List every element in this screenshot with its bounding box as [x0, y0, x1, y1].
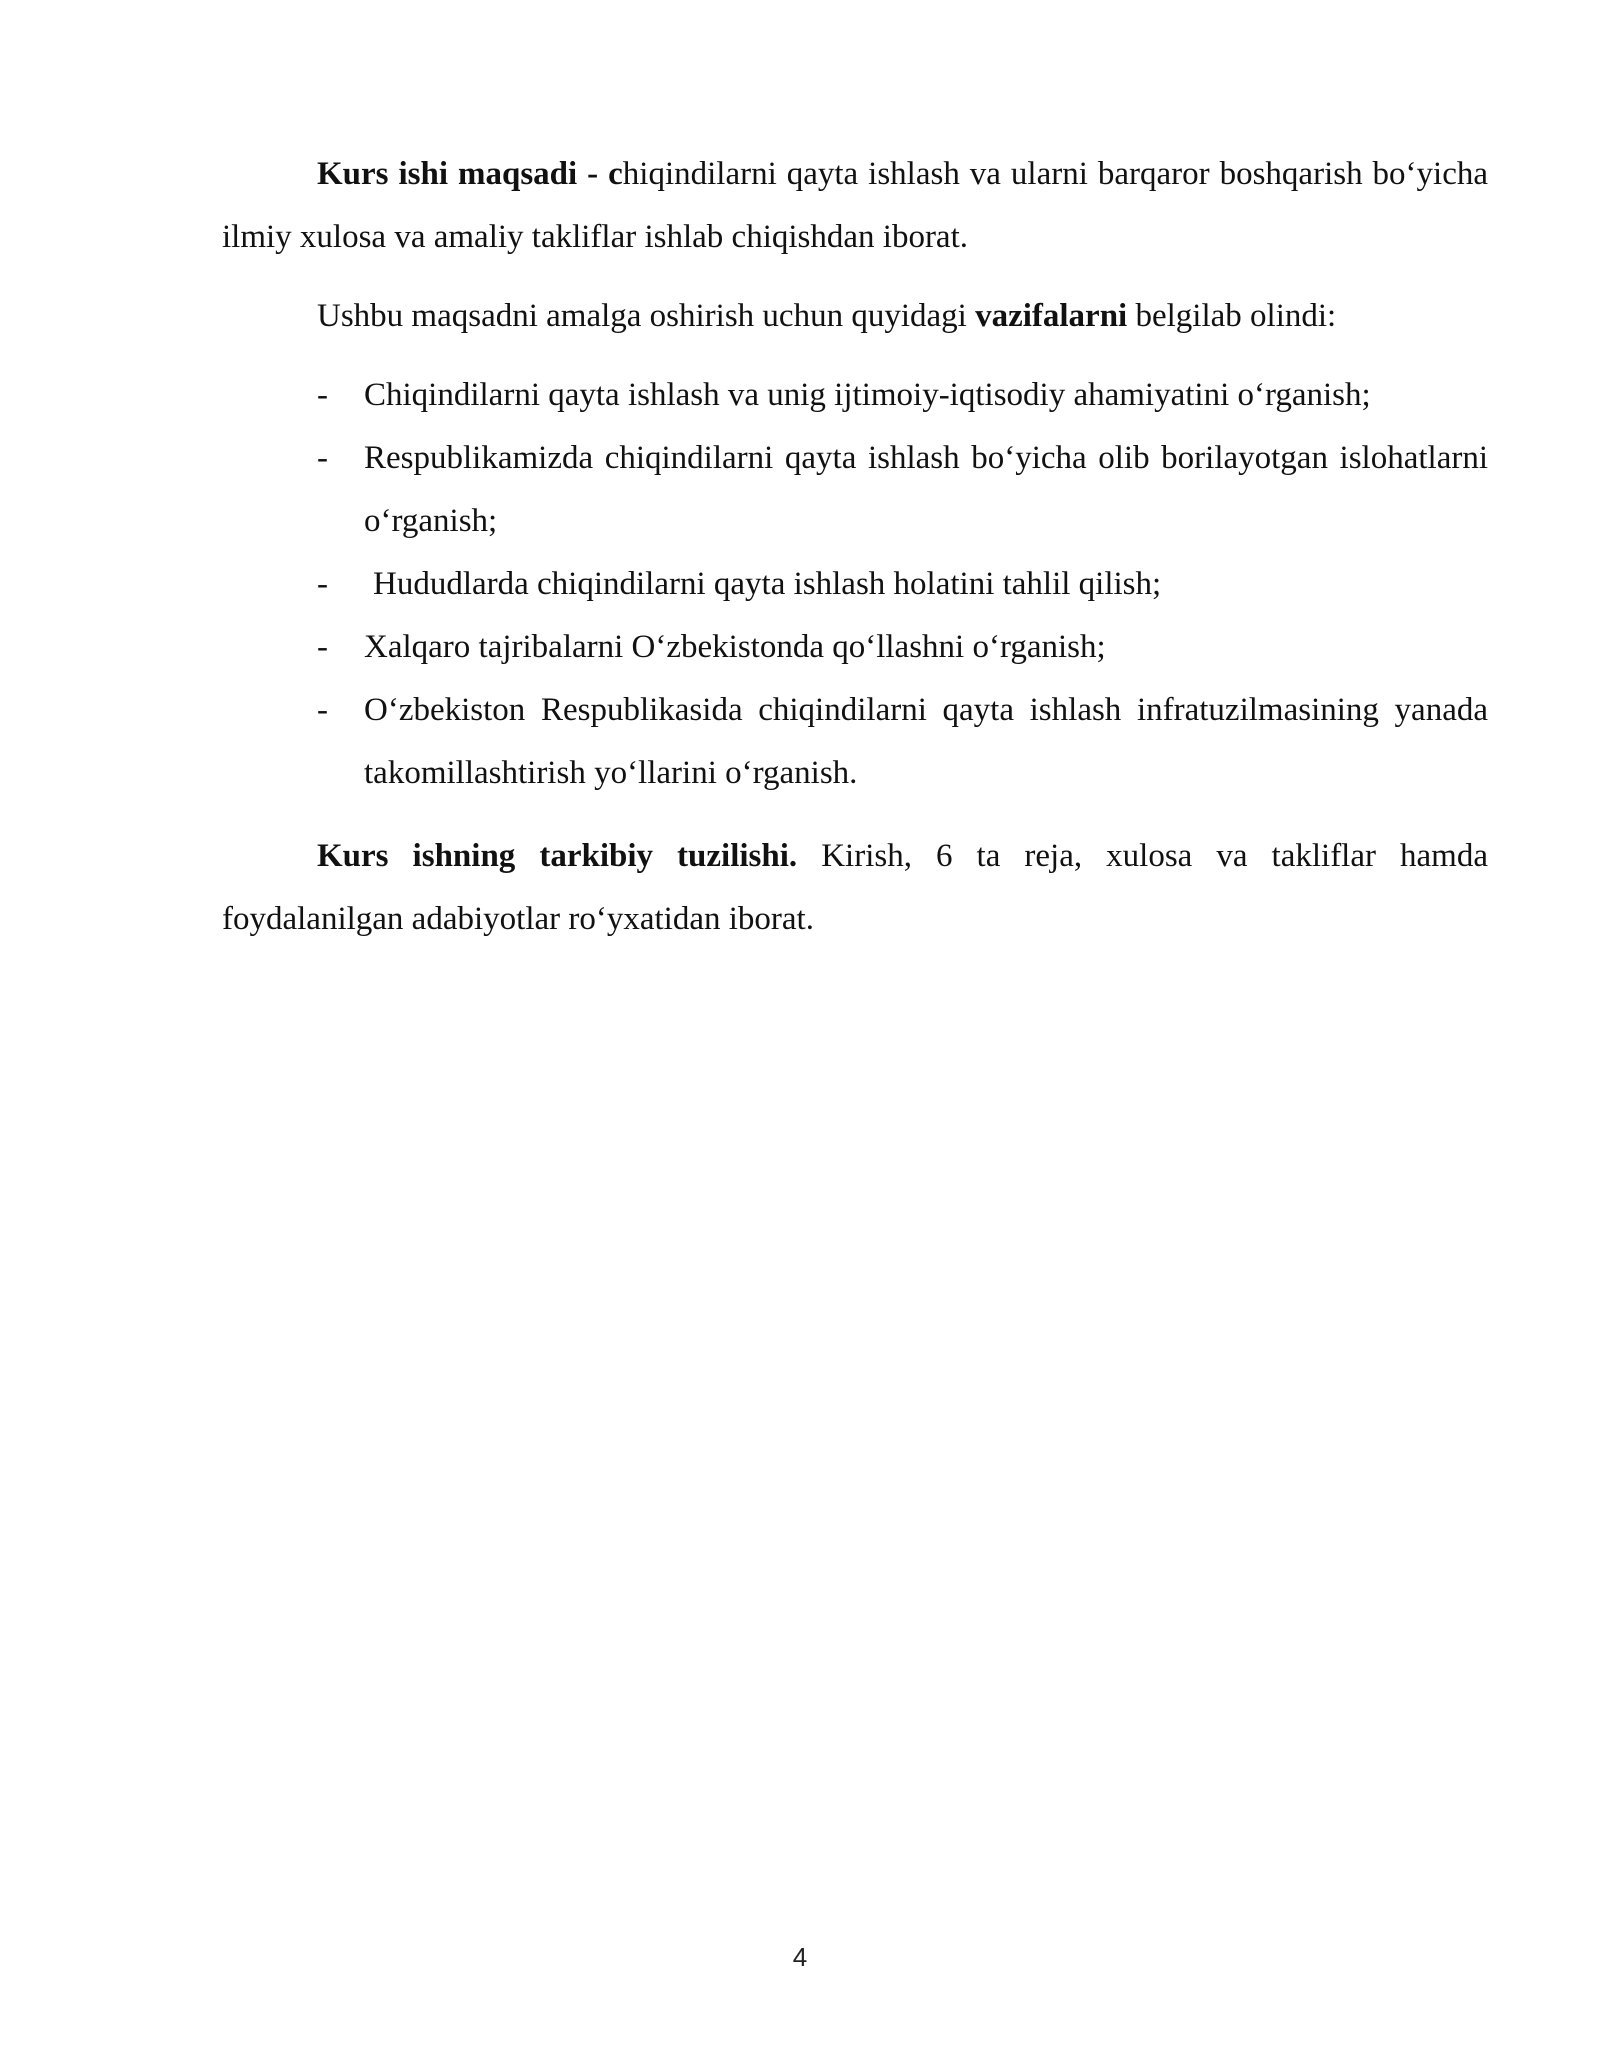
tasks-intro-text-end: belgilab olindi: [1127, 298, 1337, 334]
list-item-text: Hududlarda chiqindilarni qayta ishlash holatini tahlil qilish; [373, 566, 1162, 602]
list-item-text: Respublikamizda chiqindilarni qayta ishlash bo‘yicha olib borilayotgan islohatlarni o‘rganish; [364, 440, 1488, 539]
document-body [222, 143, 1488, 951]
tasks-intro-keyword: vazifalarni [975, 298, 1128, 334]
list-bullet: - [317, 566, 328, 602]
list-item [317, 679, 1488, 805]
tasks-list [222, 364, 1488, 805]
tasks-intro-paragraph [222, 285, 1488, 348]
structure-paragraph [222, 825, 1488, 951]
tasks-intro-text: Ushbu maqsadni amalga oshirish uchun quyidagi [317, 298, 976, 334]
list-item [317, 364, 1488, 427]
list-item-text: O‘zbekiston Respublikasida chiqindilarni qayta ishlash infratuzilmasining yanada takomillashtirish yo‘llarini o‘rganish. [364, 692, 1488, 791]
list-item-text: Xalqaro tajribalarni O‘zbekistonda qo‘llashni o‘rganish; [364, 629, 1106, 665]
list-item [317, 616, 1488, 679]
list-bullet: - [317, 440, 328, 476]
structure-text: Kirish, 6 ta reja, xulosa va takliflar hamda foydalanilgan adabiyotlar ro‘yxatidan iborat. [222, 838, 1488, 937]
structure-heading: Kurs ishning tarkibiy tuzilishi. [317, 838, 798, 874]
list-item-text: Chiqindilarni qayta ishlash va unig ijtimoiy-iqtisodiy ahamiyatini o‘rganish; [364, 377, 1371, 413]
purpose-heading: Kurs ishi maqsadi - c [317, 156, 623, 192]
purpose-paragraph [222, 143, 1488, 269]
page-number: 4 [792, 1942, 808, 1972]
list-bullet: - [317, 692, 328, 728]
purpose-text: hiqindilarni qayta ishlash va ularni barqaror boshqarish bo‘yicha ilmiy xulosa va amaliy takliflar ishlab chiqishdan iborat. [222, 156, 1489, 255]
list-item [317, 553, 1488, 616]
list-bullet: - [317, 377, 328, 413]
list-bullet: - [317, 629, 328, 665]
list-item [317, 427, 1488, 553]
